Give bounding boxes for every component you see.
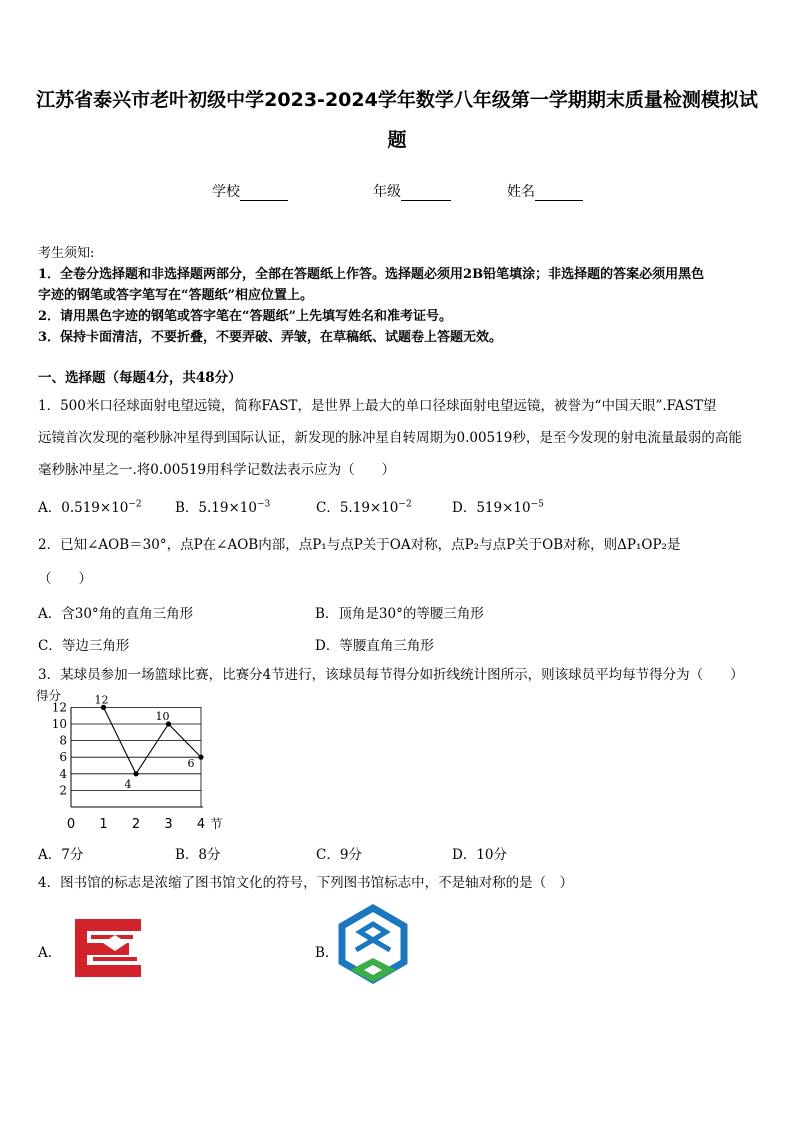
chart-grid <box>71 707 201 807</box>
x-axis-label: 节 <box>210 816 223 831</box>
x-tick-label: 2 <box>131 817 141 832</box>
grade-blank[interactable] <box>401 185 451 201</box>
data-label: 10 <box>155 710 170 723</box>
data-point <box>198 755 203 760</box>
name-label: 姓名 <box>507 184 535 200</box>
notice-item: 3．保持卡面清洁，不要折叠，不要弄破、弄皱，在草稿纸、试题卷上答题无效。 <box>38 330 503 345</box>
notice-item: 2．请用黑色字迹的钢笔或答字笔在“答题纸”上先填写姓名和准考证号。 <box>38 309 453 324</box>
red-library-logo-icon[interactable] <box>63 913 153 983</box>
y-tick-label: 8 <box>59 733 67 748</box>
question-2-paren: （ ） <box>38 571 92 587</box>
question-1-line: 1．500米口径球面射电望远镜，简称FAST，是世界上最大的单口径球面射电望远镜，被誉为“中国天眼”.FAST望 <box>38 398 717 414</box>
notice-heading: 考生须知: <box>38 246 95 261</box>
option-d[interactable]: D．10分 <box>452 847 508 863</box>
option-d[interactable]: D．等腰直角三角形 <box>315 638 434 654</box>
option-c[interactable]: C．9分 <box>316 847 362 863</box>
option-d[interactable]: D．$519\times 10^{-5}$ <box>452 499 544 516</box>
option-a[interactable]: A．7分 <box>38 847 84 863</box>
question-2-text: 2．已知∠AOB＝30°，点P在∠AOB内部，点P₁与点P关于OA对称，点P₂与点P关于OB对称，则ΔP₁OP₂是 <box>38 537 681 553</box>
data-label: 12 <box>94 693 109 707</box>
y-tick-label: 6 <box>59 750 67 765</box>
option-b[interactable]: B． <box>315 945 339 961</box>
option-b[interactable]: B．顶角是30°的等腰三角形 <box>315 606 484 622</box>
y-axis-label: 得分 <box>36 688 62 703</box>
y-tick-label: 2 <box>59 783 67 798</box>
question-3-text: 3．某球员参加一场篮球比赛，比赛分4节进行，该球员每节得分如折线统计图所示，则该球员平均每节得分为（ ） <box>38 667 744 683</box>
line-chart <box>34 684 234 836</box>
x-tick-label: 3 <box>164 817 173 832</box>
y-tick-label: 10 <box>51 717 67 731</box>
option-a[interactable]: A． <box>38 945 62 961</box>
notice-item: 字迹的钢笔或答字笔写在“答题纸”相应位置上。 <box>38 288 313 303</box>
blue-green-library-logo-icon[interactable] <box>336 904 410 992</box>
name-field[interactable] <box>507 181 583 201</box>
school-label: 学校 <box>212 184 240 200</box>
option-b[interactable]: B．8分 <box>175 847 221 863</box>
section-heading: 一、选择题（每题4分，共48分） <box>38 370 242 386</box>
y-tick-label: 12 <box>51 700 67 715</box>
y-tick-label: 4 <box>59 766 67 781</box>
school-blank[interactable] <box>240 185 288 201</box>
data-point <box>133 771 138 776</box>
option-c[interactable]: C．$5.19\times 10^{-2}$ <box>316 499 412 516</box>
option-c[interactable]: C．等边三角形 <box>38 638 130 654</box>
x-tick-label: 0 <box>66 817 76 832</box>
question-4-text: 4．图书馆的标志是浓缩了图书馆文化的符号，下列图书馆标志中，不是轴对称的是（ ） <box>38 875 574 891</box>
option-a[interactable]: A．含30°角的直角三角形 <box>38 606 194 622</box>
option-a[interactable]: A．$0.519\times 10^{-2}$ <box>38 499 142 516</box>
x-tick-label: 4 <box>196 817 206 832</box>
grade-field[interactable] <box>373 181 451 201</box>
notice-item: 1．全卷分选择题和非选择题两部分，全部在答题纸上作答。选择题必须用2B铅笔填涂；非选择题的答案必须用黑色 <box>38 267 705 282</box>
page-title-continued: 题 <box>387 129 407 151</box>
page-title: 江苏省泰兴市老叶初级中学2023-2024学年数学八年级第一学期期末质量检测模拟试 <box>36 89 758 111</box>
x-tick-label: 1 <box>99 817 108 832</box>
question-1-line: 远镜首次发现的毫秒脉冲星得到国际认证，新发现的脉冲星自转周期为0.00519秒，是至今发现的射电流量最弱的高能 <box>38 430 742 446</box>
school-field[interactable] <box>212 181 288 201</box>
question-1-line: 毫秒脉冲星之一.将0.00519用科学记数法表示应为（ ） <box>38 462 396 478</box>
data-label: 4 <box>124 777 132 791</box>
option-b[interactable]: B．$5.19\times 10^{-3}$ <box>175 499 271 516</box>
grade-label: 年级 <box>373 184 401 200</box>
name-blank[interactable] <box>535 185 583 201</box>
data-label: 6 <box>187 757 195 771</box>
